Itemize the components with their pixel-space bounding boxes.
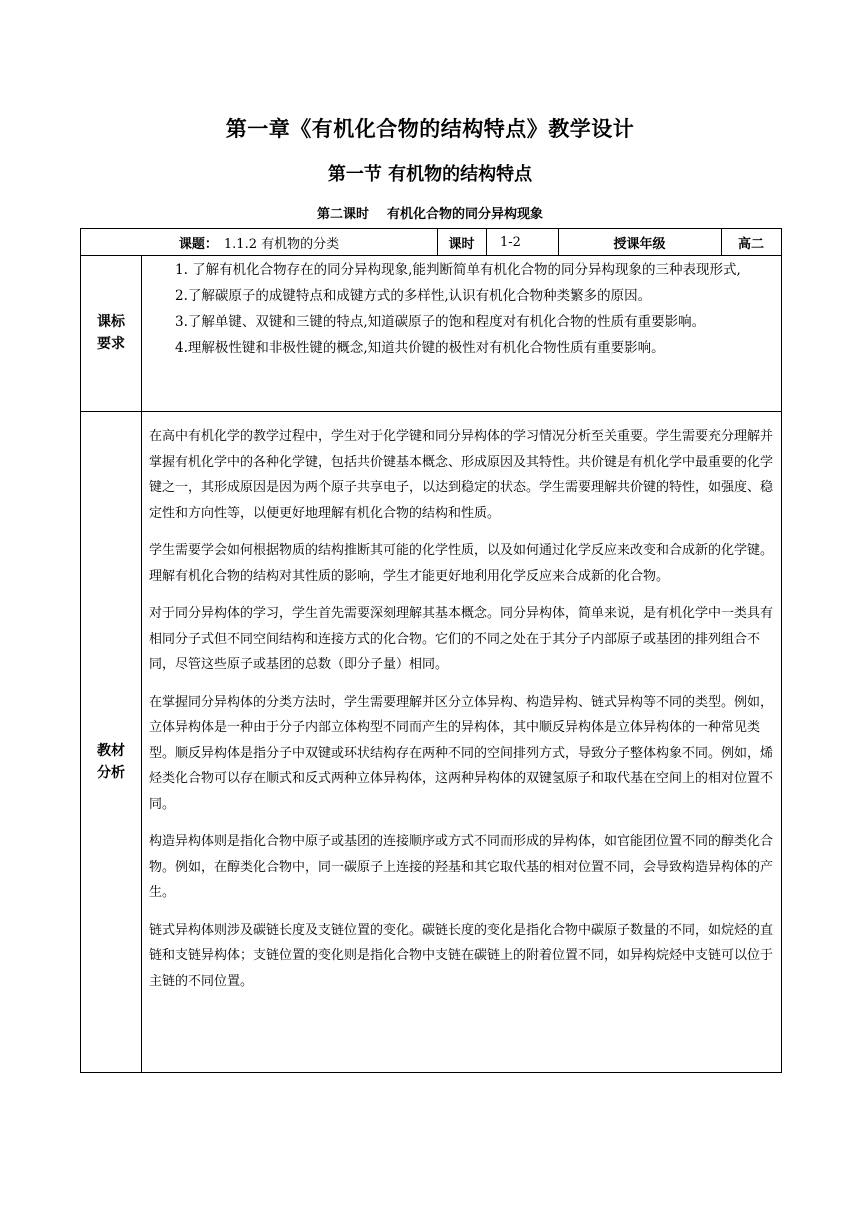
- lesson-period: 第二课时: [316, 207, 369, 222]
- lesson-name: 有机化合物的同分异构现象: [387, 207, 544, 222]
- standards-label-line: 要求: [97, 336, 125, 352]
- lesson-title: [0, 203, 860, 222]
- topic-label: 课题：: [178, 236, 218, 252]
- topic-value: 1.1.2 有机物的分类: [223, 236, 340, 252]
- standards-label: [81, 311, 141, 355]
- standards-content: [141, 257, 781, 361]
- analysis-paragraph: 对于同分异构体的学习，学生首先需要深刻理解其基本概念。同分异构体，简单来说，是有机化学中一类具有相同分子式但不同空间结构和连接方式的化合物。它们的不同之处在于其分子内部原子或基团的排列组合不同，尽管这些原子或基团的总数（即分子量）相同。: [149, 606, 774, 672]
- grade-label: 授课年级: [613, 236, 666, 252]
- period-value: 1-2: [500, 234, 521, 250]
- analysis-label-line: 分析: [97, 765, 125, 781]
- analysis-paragraph: 链式异构体则涉及碳链长度及支链位置的变化。碳链长度的变化是指化合物中碳原子数量的不同，如烷烃的直链和支链异构体；支链位置的变化则是指化合物中支链在碳链上的附着位置不同，如异构烷烃中支链可以位于主链的不同位置。: [149, 922, 774, 989]
- grade-value: 高二: [737, 236, 764, 252]
- standard-item: 4.理解极性键和非极性键的概念,知道共价键的极性对有机化合物性质有重要影响。: [175, 340, 665, 356]
- analysis-content: [141, 424, 781, 1006]
- section-title: 第一节 有机物的结构特点: [327, 164, 533, 185]
- topic-cell: [81, 229, 437, 255]
- standard-item: 3.了解单键、双键和三键的特点,知道碳原子的饱和程度对有机化合物的性质有重要影响。: [175, 314, 706, 330]
- document-title: 第一章《有机化合物的结构特点》教学设计: [225, 117, 635, 141]
- analysis-paragraph: 在掌握同分异构体的分类方法时，学生需要理解并区分立体异构、构造异构、链式异构等不同的类型。例如，立体异构体是一种由于分子内部立体构型不同而产生的异构体，其中顺反异构体是立体异构体的一种常见类型。顺反异构体是指分子中双键或环状结构存在两种不同的空间排列方式，导致分子整体构象不同。例如，烯烃类化合物可以存在顺式和反式两种立体异构体，这两种异构体的双键氢原子和取代基在空间上的相对位置不同。: [149, 694, 774, 812]
- standard-item: 2.了解碳原子的成键特点和成键方式的多样性,认识有机化合物种类繁多的原因。: [175, 288, 652, 304]
- analysis-paragraph: 构造异构体则是指化合物中原子或基团的连接顺序或方式不同而形成的异构体，如官能团位置不同的醇类化合物。例如，在醇类化合物中，同一碳原子上连接的羟基和其它取代基的相对位置不同，会导致构造异构体的产生。: [149, 834, 774, 900]
- analysis-paragraph: 在高中有机化学的教学过程中，学生对于化学键和同分异构体的学习情况分析至关重要。学生需要充分理解并掌握有机化学中的各种化学键，包括共价键基本概念、形成原因及其特性。共价键是有机化学中最重要的化学键之一，其形成原因是因为两个原子共享电子，以达到稳定的状态。学生需要理解共价键的特性，如强度、稳定性和方向性等，以便更好地理解有机化合物的结构和性质。: [149, 429, 774, 521]
- row-divider: [81, 411, 781, 412]
- period-label: 课时: [448, 236, 475, 252]
- analysis-label-line: 教材: [97, 743, 125, 759]
- analysis-paragraph: 学生需要学会如何根据物质的结构推断其可能的化学性质，以及如何通过化学反应来改变和合成新的化学键。理解有机化合物的结构对其性质的影响，学生才能更好地利用化学反应来合成新的化合物。: [149, 543, 774, 584]
- standards-label-line: 课标: [97, 314, 125, 330]
- standard-item: 1. 了解有机化合物存在的同分异构现象,能判断简单有机化合物的同分异构现象的三种表现形式,: [175, 262, 741, 278]
- lesson-plan-table: [80, 228, 782, 1073]
- analysis-label: [81, 740, 141, 784]
- row-divider: [81, 255, 781, 256]
